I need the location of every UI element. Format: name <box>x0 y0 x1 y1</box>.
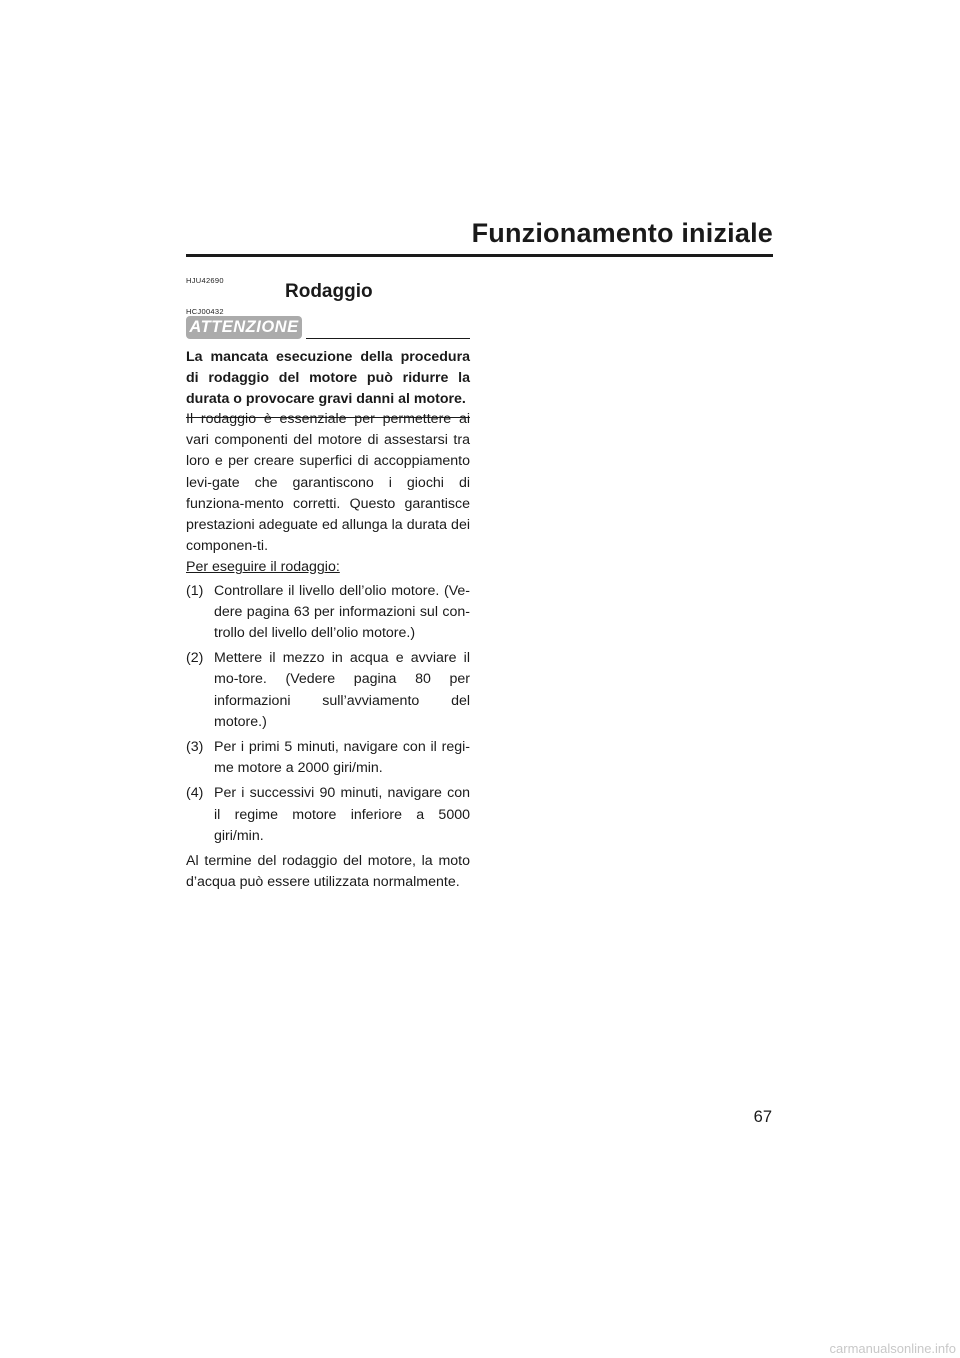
step-number: (3) <box>186 739 204 756</box>
watermark: carmanualsonline.info <box>829 1341 956 1356</box>
caution-badge <box>186 316 302 339</box>
section-code: HJU42690 <box>186 276 224 285</box>
step-text: Per i successivi 90 minuti, navigare con il regime motore inferiore a 5000 giri/min. <box>214 785 470 844</box>
list-item <box>186 648 470 733</box>
caution-top-rule <box>306 338 470 339</box>
caution-text: La mancata esecuzione della procedura di rodaggio del motore può ridurre la durata o provocare gravi danni al motore. <box>186 349 470 407</box>
caution-box <box>186 316 470 418</box>
intro-paragraph: Il rodaggio è essenziale per permettere ai vari componenti del motore di assestarsi tra loro e per creare superfici di accoppiamento levi-gate che garantiscono i giochi di funziona-mento corretti. Questo garantisce prestazioni adeguate ed allunga la durata dei componen-ti. <box>186 411 470 555</box>
procedure-heading: Per eseguire il rodaggio: <box>186 559 340 576</box>
page-title: Funzionamento iniziale <box>471 218 773 248</box>
step-text: Per i primi 5 minuti, navigare con il regi-me motore a 2000 giri/min. <box>214 739 470 777</box>
step-number: (2) <box>186 650 204 667</box>
steps-list <box>186 581 470 847</box>
caution-code: HCJ00432 <box>186 307 224 316</box>
conclusion-paragraph: Al termine del rodaggio del motore, la moto d’acqua può essere utilizzata normalmente. <box>186 853 470 891</box>
step-text: Mettere il mezzo in acqua e avviare il mo-tore. (Vedere pagina 80 per informazioni sull’avviamento del motore.) <box>214 650 470 730</box>
body-text <box>186 409 470 893</box>
section-title: Rodaggio <box>285 281 373 302</box>
step-text: Controllare il livello dell’olio motore. (Ve-dere pagina 63 per informazioni sul con-trollo del livello dell’olio motore.) <box>214 582 470 642</box>
page-number: 67 <box>753 1108 772 1126</box>
page-header <box>186 218 773 257</box>
caution-label: ATTENZIONE <box>189 318 299 336</box>
list-item <box>186 783 470 847</box>
step-number: (1) <box>186 582 204 599</box>
list-item <box>186 581 470 645</box>
step-number: (4) <box>186 785 204 802</box>
list-item <box>186 737 470 779</box>
